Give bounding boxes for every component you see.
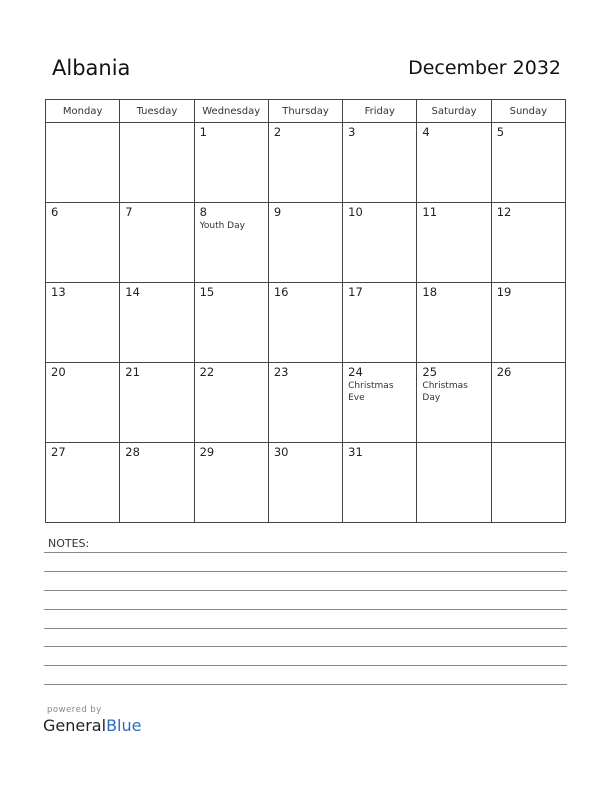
day-number: 13 <box>51 285 66 299</box>
day-cell <box>46 283 120 363</box>
notes-line <box>44 665 567 666</box>
country-title: Albania <box>52 56 131 80</box>
day-number: 14 <box>125 285 140 299</box>
day-cell <box>417 123 491 203</box>
day-cell <box>120 203 194 283</box>
generalblue-logo <box>43 716 141 735</box>
notes-line <box>44 552 567 553</box>
day-cell <box>120 363 194 443</box>
day-number: 9 <box>273 205 282 219</box>
calendar-grid <box>45 99 566 523</box>
day-cell <box>417 443 491 523</box>
holiday-label: Youth Day <box>199 221 245 231</box>
week-row <box>46 283 566 363</box>
notes-label: NOTES: <box>48 537 90 550</box>
day-cell <box>491 123 565 203</box>
day-cell <box>46 123 120 203</box>
day-number: 3 <box>348 125 356 139</box>
day-cell <box>417 363 491 443</box>
day-cell <box>491 443 565 523</box>
day-number: 27 <box>51 445 66 459</box>
day-number: 29 <box>199 445 215 459</box>
day-number: 6 <box>51 205 59 219</box>
day-number: 19 <box>496 285 512 299</box>
day-cell <box>46 203 120 283</box>
weekday-header-row <box>46 100 566 123</box>
day-cell <box>194 443 268 523</box>
day-cell <box>268 283 342 363</box>
week-row <box>46 363 566 443</box>
day-number: 23 <box>273 365 289 379</box>
day-cell <box>343 363 417 443</box>
day-cell <box>268 363 342 443</box>
day-cell <box>343 123 417 203</box>
day-cell <box>343 443 417 523</box>
day-number: 26 <box>496 365 512 379</box>
day-cell <box>46 443 120 523</box>
weekday-header: Saturday <box>417 100 491 123</box>
week-row <box>46 203 566 283</box>
day-cell <box>417 203 491 283</box>
day-number: 11 <box>422 205 438 219</box>
day-number: 12 <box>496 205 512 219</box>
day-cell <box>194 203 268 283</box>
day-cell <box>46 363 120 443</box>
day-number: 17 <box>348 285 363 299</box>
weekday-header: Tuesday <box>120 100 194 123</box>
day-number: 21 <box>125 365 140 379</box>
notes-line <box>44 646 567 647</box>
day-number: 15 <box>199 285 215 299</box>
day-cell <box>120 283 194 363</box>
day-cell <box>491 363 565 443</box>
day-number: 18 <box>422 285 438 299</box>
notes-line <box>44 684 567 685</box>
day-cell <box>268 443 342 523</box>
powered-by-text: powered by <box>47 705 102 715</box>
week-row <box>46 123 566 203</box>
brand-blue: Blue <box>106 716 142 735</box>
day-number: 22 <box>199 365 215 379</box>
day-number: 2 <box>273 125 282 139</box>
day-number: 25 <box>422 365 438 379</box>
day-cell <box>268 203 342 283</box>
day-number: 31 <box>348 445 363 459</box>
day-number: 20 <box>51 365 66 379</box>
day-cell <box>194 123 268 203</box>
weekday-header: Sunday <box>491 100 565 123</box>
holiday-label: Christmas Eve <box>348 381 394 403</box>
day-cell <box>343 203 417 283</box>
day-number: 24 <box>348 365 363 379</box>
notes-line <box>44 628 567 629</box>
day-number: 28 <box>125 445 140 459</box>
day-number: 30 <box>273 445 289 459</box>
weekday-header: Wednesday <box>194 100 268 123</box>
weekday-header: Thursday <box>268 100 342 123</box>
day-number: 7 <box>125 205 133 219</box>
day-cell <box>120 443 194 523</box>
day-cell <box>491 203 565 283</box>
day-number: 4 <box>422 125 430 139</box>
weekday-header: Monday <box>46 100 120 123</box>
notes-line <box>44 571 567 572</box>
brand-general: General <box>43 716 107 735</box>
month-title: December 2032 <box>408 57 561 79</box>
notes-line <box>44 609 567 610</box>
notes-line <box>44 590 567 591</box>
day-cell <box>120 123 194 203</box>
day-number: 5 <box>496 125 505 139</box>
weekday-header: Friday <box>343 100 417 123</box>
day-number: 10 <box>348 205 363 219</box>
week-row <box>46 443 566 523</box>
day-number: 8 <box>199 205 207 219</box>
day-number: 16 <box>273 285 289 299</box>
day-cell <box>417 283 491 363</box>
day-cell <box>194 363 268 443</box>
holiday-label: Christmas Day <box>422 381 468 403</box>
day-cell <box>194 283 268 363</box>
day-cell <box>491 283 565 363</box>
day-cell <box>343 283 417 363</box>
day-number: 1 <box>199 125 207 139</box>
day-cell <box>268 123 342 203</box>
